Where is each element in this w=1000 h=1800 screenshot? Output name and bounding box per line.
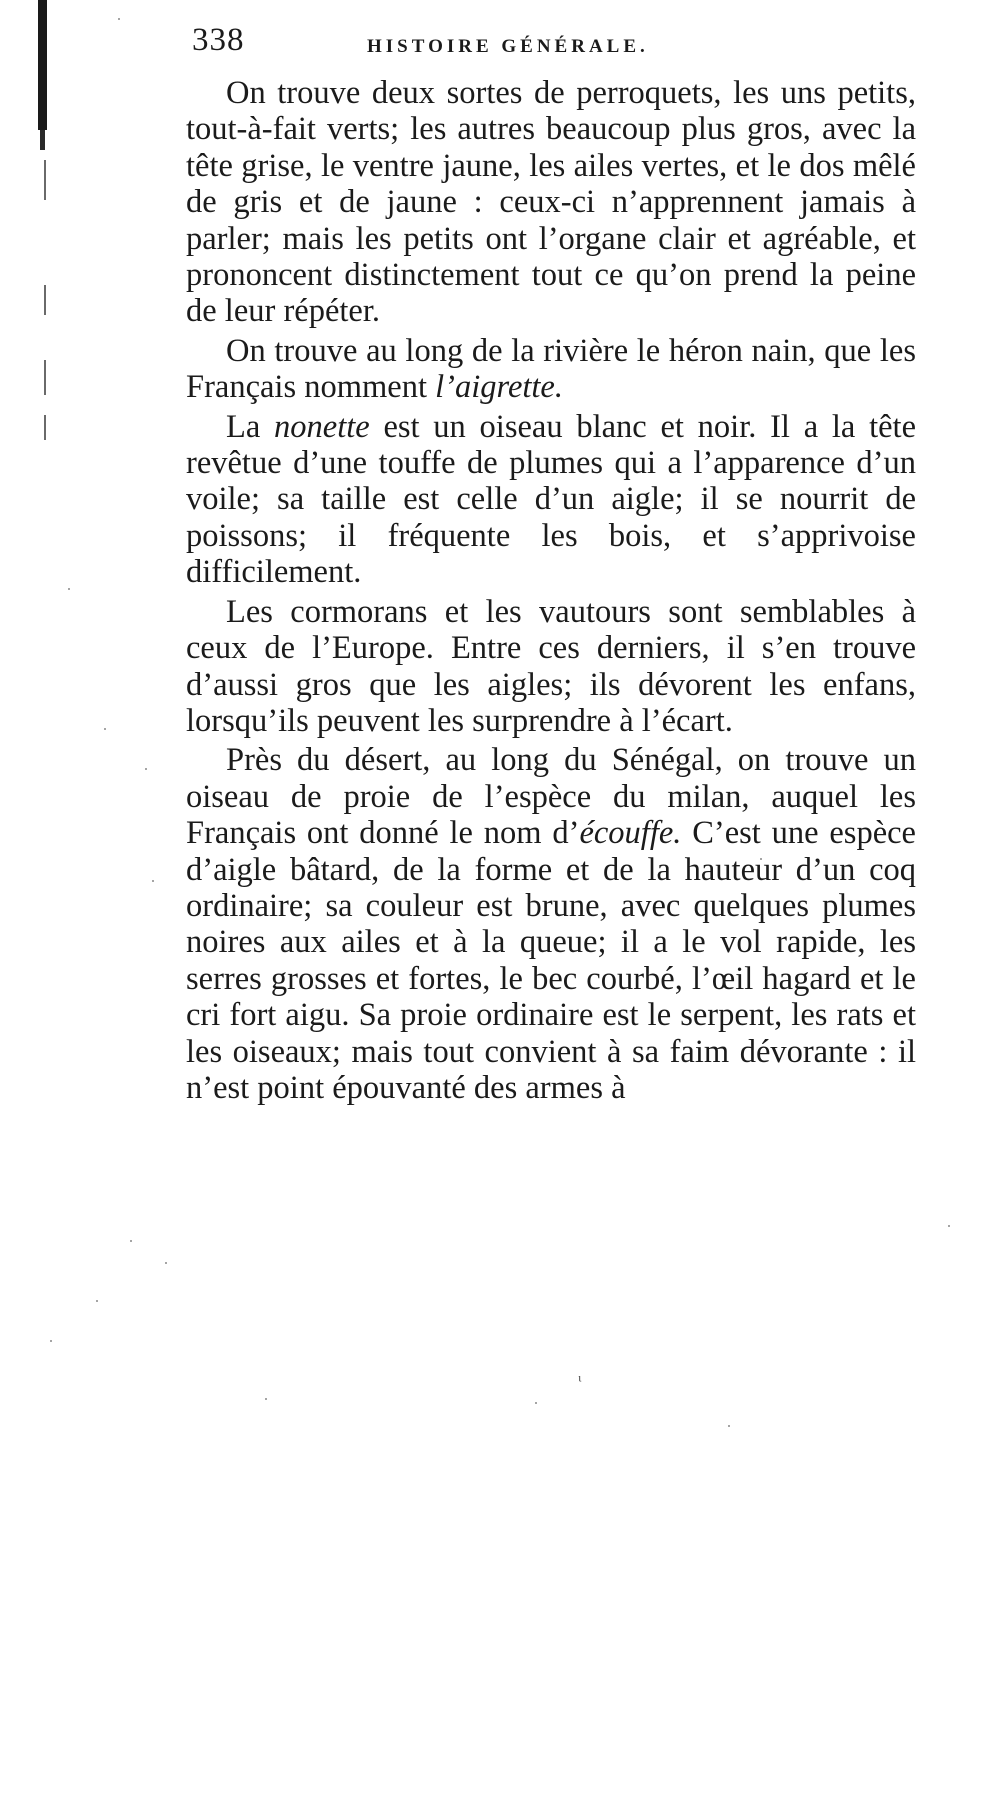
page-speck: [948, 1225, 950, 1227]
paragraph: [186, 594, 916, 740]
page-speck: [535, 1402, 537, 1404]
binding-mark: [44, 415, 46, 440]
text-run: La: [226, 408, 275, 445]
binding-shadow: [38, 0, 47, 130]
text-run: Les cormorans et les vautours sont semblables à ceux de l’Europe. Entre ces derniers, il s’en trouve d’aussi gros que les aigles; ils dévorent les enfans, lorsqu’ils peuvent les surprendre à l’écart.: [186, 593, 916, 739]
page-speck: [728, 1425, 730, 1427]
italic-term: nonette: [274, 408, 370, 445]
text-run: est un oiseau blanc et noir. Il a la tête revêtue d’une touffe de plumes qui a l’apparence d’un voile; sa taille est celle d’un aigle; il se nourrit de poissons; il fréquente les bois, et s’apprivoise difficilement.: [186, 408, 916, 591]
page-speck: [165, 1262, 167, 1264]
page-speck: [145, 768, 147, 770]
text-run: C’est une espèce d’aigle bâtard, de la forme et de la hauteur d’un coq ordinaire; sa couleur est brune, avec quelques plumes noires aux ailes et à la queue; il a le vol rapide, les serres grosses et fortes, le bec courbé, l’œil hagard et le cri fort aigu. Sa proie ordinaire est le serpent, les rats et les oiseaux; mais tout convient à sa faim dévorante : il n’est point épouvanté des armes à: [186, 815, 916, 1106]
page-header: [192, 22, 932, 66]
page-number: 338: [192, 22, 245, 58]
italic-term: l’aigrette.: [435, 369, 563, 406]
page-speck: [152, 880, 154, 882]
italic-term: écouffe.: [579, 815, 682, 852]
binding-mark: [44, 285, 46, 315]
binding-shadow-lower: [40, 130, 45, 150]
page-speck: [68, 588, 70, 590]
paragraph: [186, 409, 916, 591]
binding-edge: [0, 0, 52, 1800]
page-speck: [104, 728, 106, 730]
text-run: On trouve au long de la rivière le héron nain, que les Français nomment: [186, 332, 916, 406]
text-run: On trouve deux sortes de perroquets, les uns petits, tout-à-fait verts; les autres beaucoup plus gros, avec la tête grise, le ventre jaune, les ailes vertes, et le dos mêlé de gris et de jaune : ceux-ci n’apprennent jamais à parler; mais les petits ont l’organe clair et agréable, et prononcent distinctement tout ce qu’on prend la peine de leur répéter.: [186, 75, 916, 330]
binding-mark: [44, 360, 46, 395]
text-run: Près du désert, au long du Sénégal, on trouve un oiseau de proie de l’espèce du milan, auquel les Français ont donné le nom d’: [186, 742, 916, 852]
binding-mark: [44, 160, 46, 200]
paragraph: [186, 75, 916, 330]
page-foot-mark: ᶥ: [578, 1370, 582, 1392]
paragraph: [186, 333, 916, 406]
page-speck: [130, 1240, 132, 1242]
body-text: [186, 75, 916, 1109]
page-speck: [96, 1300, 98, 1302]
page-speck: [265, 1398, 267, 1400]
page-speck: [50, 1340, 52, 1342]
paragraph: [186, 742, 916, 1106]
running-title: HISTOIRE GÉNÉRALE.: [367, 36, 649, 57]
page-speck: [118, 18, 120, 20]
